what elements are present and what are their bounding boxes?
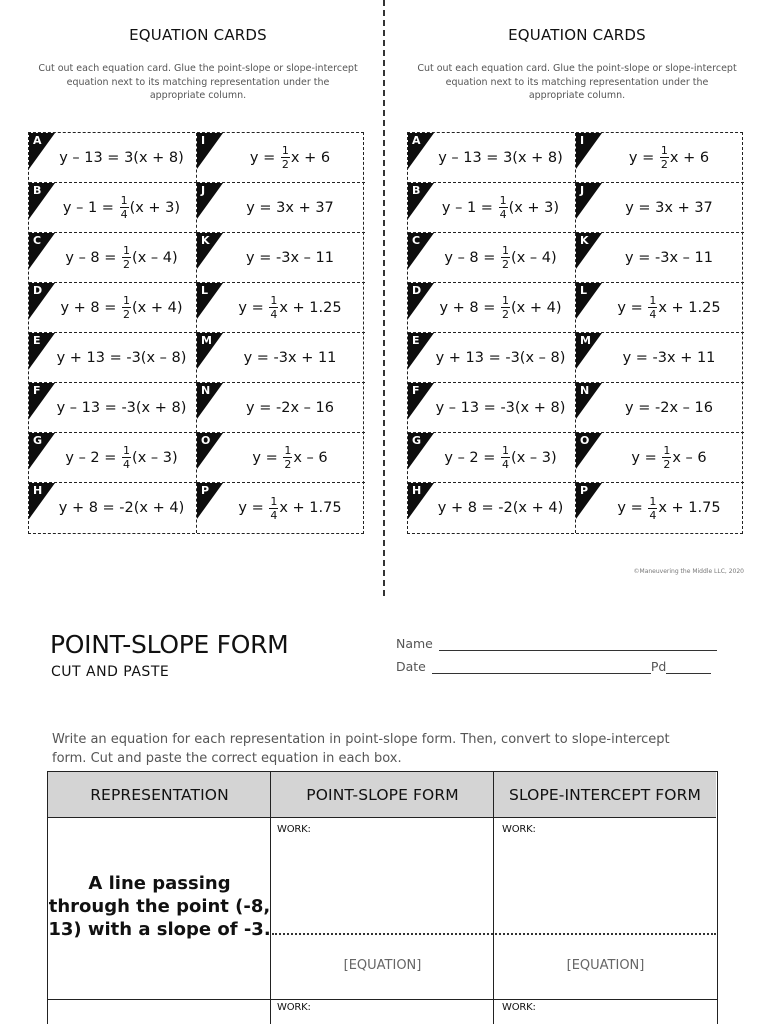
fraction-numerator: 1 — [502, 444, 510, 457]
equation-text: x – 6 — [293, 449, 328, 466]
card-set-title: EQUATION CARDS — [129, 26, 267, 44]
fraction-denominator: 4 — [120, 208, 128, 221]
card-equation — [49, 283, 194, 332]
card-equation — [428, 233, 573, 282]
equation-text: y + 13 = -3(x – 8) — [56, 349, 187, 366]
equation-text: y = — [238, 500, 269, 516]
equation-card — [197, 433, 365, 483]
representation-text: A line passing through the point (-8, 13) with a slope of -3. — [48, 873, 271, 940]
equation-text: y – 2 = — [65, 449, 122, 466]
card-equation — [49, 333, 194, 382]
fraction — [660, 145, 669, 170]
card-set-instructions: Cut out each equation card. Glue the point-slope or slope-intercept equation next to its matching representation under the appropriate column. — [38, 63, 358, 101]
card-letter: B — [412, 184, 421, 197]
equation-card — [576, 233, 744, 283]
fraction-numerator: 1 — [649, 494, 657, 508]
card-letter: E — [412, 334, 420, 347]
equation-text: y – 8 = — [444, 249, 501, 266]
card-letter: I — [201, 134, 206, 147]
fraction-numerator: 1 — [281, 144, 289, 157]
card-equation — [596, 433, 742, 482]
header-representation: REPRESENTATION — [48, 772, 271, 818]
card-set-right — [407, 0, 747, 560]
equation-card — [197, 483, 365, 533]
card-equation — [49, 183, 194, 232]
card-letter: B — [33, 184, 42, 197]
date-field[interactable] — [432, 661, 651, 674]
fraction — [122, 445, 131, 470]
card-letter: C — [33, 234, 42, 247]
equation-card — [576, 333, 744, 383]
work-label: WORK: — [277, 1002, 311, 1013]
equation-text: y + 8 = — [60, 299, 122, 316]
header-slope-intercept: SLOPE-INTERCEPT FORM — [494, 772, 716, 818]
fraction-denominator: 2 — [660, 158, 668, 171]
equation-card — [576, 383, 744, 433]
card-equation — [596, 483, 742, 533]
equation-card — [29, 133, 197, 183]
equation-text: (x + 4) — [511, 299, 562, 316]
worksheet-subtitle: CUT AND PASTE — [51, 664, 170, 680]
equation-card — [29, 483, 197, 533]
period-field[interactable] — [666, 661, 711, 674]
equation-text: (x + 3) — [508, 199, 560, 216]
card-equation — [428, 133, 573, 182]
work-label: WORK: — [502, 824, 536, 835]
equation-card — [29, 283, 197, 333]
equation-card — [408, 183, 576, 233]
equation-text: (x – 4) — [132, 249, 178, 266]
card-equation — [217, 383, 363, 432]
fraction-denominator: 2 — [123, 258, 131, 271]
equation-card — [408, 383, 576, 433]
card-equation — [596, 133, 742, 182]
fraction-numerator: 1 — [499, 194, 507, 207]
fraction-denominator: 4 — [270, 508, 278, 522]
equation-text: y = -3x + 11 — [243, 349, 337, 366]
name-label: Name — [396, 636, 433, 651]
card-equation — [428, 433, 573, 482]
fraction — [662, 445, 671, 470]
equation-text: y + 8 = -2(x + 4) — [58, 500, 185, 516]
fraction — [283, 445, 292, 470]
equation-text: x + 1.25 — [658, 299, 721, 316]
date-label: Date — [396, 659, 426, 674]
pd-label: Pd — [650, 659, 667, 674]
card-letter: N — [201, 384, 211, 397]
fraction-numerator: 1 — [284, 444, 292, 457]
equation-text: y + 13 = -3(x – 8) — [435, 349, 566, 366]
equation-card — [576, 483, 744, 533]
fraction-numerator: 1 — [120, 194, 128, 207]
equation-text: y – 2 = — [444, 449, 501, 466]
equation-text: (x + 3) — [129, 199, 181, 216]
equation-text: y = -3x – 11 — [246, 249, 334, 266]
equation-card — [576, 183, 744, 233]
card-letter: E — [33, 334, 41, 347]
equation-card — [408, 233, 576, 283]
equation-card — [29, 383, 197, 433]
card-letter: K — [201, 234, 210, 247]
equation-text: (x + 4) — [132, 299, 183, 316]
fraction — [648, 295, 657, 320]
fraction-numerator: 1 — [502, 244, 510, 257]
card-letter: A — [33, 134, 42, 147]
equation-text: y = — [249, 149, 280, 166]
cut-line-vertical — [383, 0, 385, 596]
equation-card — [29, 233, 197, 283]
equation-card — [408, 333, 576, 383]
equation-divider — [272, 933, 716, 935]
equation-card — [576, 133, 744, 183]
equation-text: y = -2x – 16 — [625, 399, 713, 416]
equation-text: y = 3x + 37 — [625, 199, 713, 216]
card-letter: L — [580, 284, 588, 297]
fraction-numerator: 1 — [123, 444, 131, 457]
slope-intercept-equation-box[interactable]: [EQUATION] — [566, 958, 645, 973]
equation-text: x + 1.75 — [658, 500, 721, 516]
equation-card — [29, 183, 197, 233]
card-equation — [49, 383, 194, 432]
card-letter: M — [201, 334, 212, 347]
fraction — [501, 295, 510, 320]
card-equation — [596, 183, 742, 232]
equation-text: y = 3x + 37 — [246, 199, 334, 216]
fraction — [648, 496, 657, 521]
card-letter: I — [580, 134, 585, 147]
card-letter: K — [580, 234, 589, 247]
fraction — [120, 195, 129, 220]
card-letter: J — [201, 184, 206, 197]
equation-text: x – 6 — [672, 449, 707, 466]
equation-text: x + 1.75 — [279, 500, 342, 516]
fraction — [122, 295, 131, 320]
equation-text: x + 6 — [669, 149, 710, 166]
card-letter: L — [201, 284, 209, 297]
fraction — [269, 295, 278, 320]
card-equation — [49, 133, 194, 182]
equation-card — [197, 383, 365, 433]
equation-card — [576, 433, 744, 483]
card-equation — [49, 233, 194, 282]
equation-text: (x – 3) — [511, 449, 557, 466]
card-set-left — [28, 0, 368, 560]
card-set-title: EQUATION CARDS — [508, 26, 646, 44]
card-letter: O — [201, 434, 211, 447]
equation-text: y – 13 = -3(x + 8) — [435, 399, 566, 416]
equation-card — [408, 433, 576, 483]
card-equation — [217, 433, 363, 482]
card-equation — [217, 183, 363, 232]
fraction-denominator: 2 — [663, 458, 671, 471]
equation-text: y = — [252, 449, 283, 466]
name-field[interactable] — [439, 638, 717, 651]
work-label: WORK: — [277, 824, 311, 835]
row-divider — [48, 999, 717, 1000]
equation-text: y = -3x + 11 — [622, 349, 716, 366]
equation-text: y – 13 = 3(x + 8) — [438, 149, 563, 166]
fraction-numerator: 1 — [502, 294, 510, 307]
equation-text: x + 6 — [290, 149, 331, 166]
equation-text: y = -2x – 16 — [246, 399, 334, 416]
fraction-denominator: 4 — [270, 308, 278, 321]
fraction-denominator: 4 — [502, 458, 510, 471]
equation-card — [29, 433, 197, 483]
equation-card — [197, 133, 365, 183]
equation-text: y = — [631, 449, 662, 466]
equation-card — [576, 283, 744, 333]
fraction — [501, 445, 510, 470]
card-letter: A — [412, 134, 421, 147]
fraction-numerator: 1 — [123, 294, 131, 307]
fraction-denominator: 2 — [502, 308, 510, 321]
header-point-slope: POINT-SLOPE FORM — [271, 772, 494, 818]
card-equation — [596, 233, 742, 282]
fraction-denominator: 4 — [649, 508, 657, 522]
card-equation — [596, 283, 742, 332]
point-slope-equation-box[interactable]: [EQUATION] — [343, 958, 422, 973]
fraction-denominator: 4 — [649, 308, 657, 321]
fraction-numerator: 1 — [660, 144, 668, 157]
card-letter: P — [580, 484, 589, 497]
fraction-numerator: 1 — [270, 494, 278, 508]
work-label: WORK: — [502, 1002, 536, 1013]
card-equation — [596, 333, 742, 382]
equation-text: y = -3x – 11 — [625, 249, 713, 266]
card-equation — [217, 483, 363, 533]
equation-text: (x – 4) — [511, 249, 557, 266]
fraction — [499, 195, 508, 220]
card-equation — [217, 283, 363, 332]
card-equation — [428, 333, 573, 382]
fraction-denominator: 2 — [281, 158, 289, 171]
equation-text: x + 1.25 — [279, 299, 342, 316]
card-letter: F — [412, 384, 420, 397]
equation-card — [408, 283, 576, 333]
answer-table — [47, 771, 718, 1024]
worksheet — [0, 600, 768, 1024]
card-equation — [217, 233, 363, 282]
card-grid — [28, 132, 364, 534]
equation-card — [197, 183, 365, 233]
equation-text: y = — [617, 299, 648, 316]
card-letter: J — [580, 184, 585, 197]
card-letter: M — [580, 334, 591, 347]
card-letter: G — [33, 434, 43, 447]
fraction-numerator: 1 — [663, 444, 671, 457]
card-set-instructions: Cut out each equation card. Glue the point-slope or slope-intercept equation next to its matching representation under the appropriate column. — [417, 63, 737, 101]
equation-text: y + 8 = -2(x + 4) — [437, 500, 564, 516]
card-letter: F — [33, 384, 41, 397]
equation-card — [197, 233, 365, 283]
card-equation — [428, 283, 573, 332]
fraction-denominator: 2 — [284, 458, 292, 471]
fraction-denominator: 4 — [499, 208, 507, 221]
fraction — [269, 496, 278, 521]
card-letter: O — [580, 434, 590, 447]
equation-text: y = — [628, 149, 659, 166]
equation-text: y + 8 = — [439, 299, 501, 316]
fraction-numerator: 1 — [123, 244, 131, 257]
card-letter: N — [580, 384, 590, 397]
name-row — [396, 636, 717, 651]
card-letter: P — [201, 484, 210, 497]
fraction-denominator: 2 — [502, 258, 510, 271]
card-equation — [596, 383, 742, 432]
copyright-credit: ©Maneuvering the Middle LLC, 2020 — [633, 568, 744, 575]
card-letter: D — [33, 284, 43, 297]
fraction — [281, 145, 290, 170]
worksheet-title: POINT-SLOPE FORM — [50, 630, 289, 659]
equation-text: (x – 3) — [132, 449, 178, 466]
card-letter: H — [33, 484, 43, 497]
fraction — [501, 245, 510, 270]
card-letter: H — [412, 484, 422, 497]
equation-text: y – 13 = -3(x + 8) — [56, 399, 187, 416]
column-divider — [493, 772, 494, 1024]
equation-text: y – 1 = — [441, 199, 498, 216]
card-equation — [428, 183, 573, 232]
card-equation — [49, 433, 194, 482]
equation-card — [197, 333, 365, 383]
card-equation — [428, 483, 573, 533]
fraction-denominator: 2 — [123, 308, 131, 321]
equation-card — [408, 133, 576, 183]
card-letter: C — [412, 234, 421, 247]
card-letter: G — [412, 434, 422, 447]
card-equation — [49, 483, 194, 533]
equation-card — [408, 483, 576, 533]
equation-text: y = — [238, 299, 269, 316]
equation-card — [197, 283, 365, 333]
equation-text: y – 1 = — [62, 199, 119, 216]
fraction-numerator: 1 — [649, 294, 657, 307]
card-equation — [217, 333, 363, 382]
equation-text: y = — [617, 500, 648, 516]
fraction-numerator: 1 — [270, 294, 278, 307]
card-equation — [428, 383, 573, 432]
equation-card — [29, 333, 197, 383]
equation-text: y – 13 = 3(x + 8) — [59, 149, 184, 166]
card-equation — [217, 133, 363, 182]
card-grid — [407, 132, 743, 534]
date-row — [396, 659, 711, 674]
equation-text: y – 8 = — [65, 249, 122, 266]
card-letter: D — [412, 284, 422, 297]
fraction — [122, 245, 131, 270]
worksheet-directions: Write an equation for each representation in point-slope form. Then, convert to slope-intercept form. Cut and paste the correct equation in each box. — [52, 732, 670, 766]
fraction-denominator: 4 — [123, 458, 131, 471]
